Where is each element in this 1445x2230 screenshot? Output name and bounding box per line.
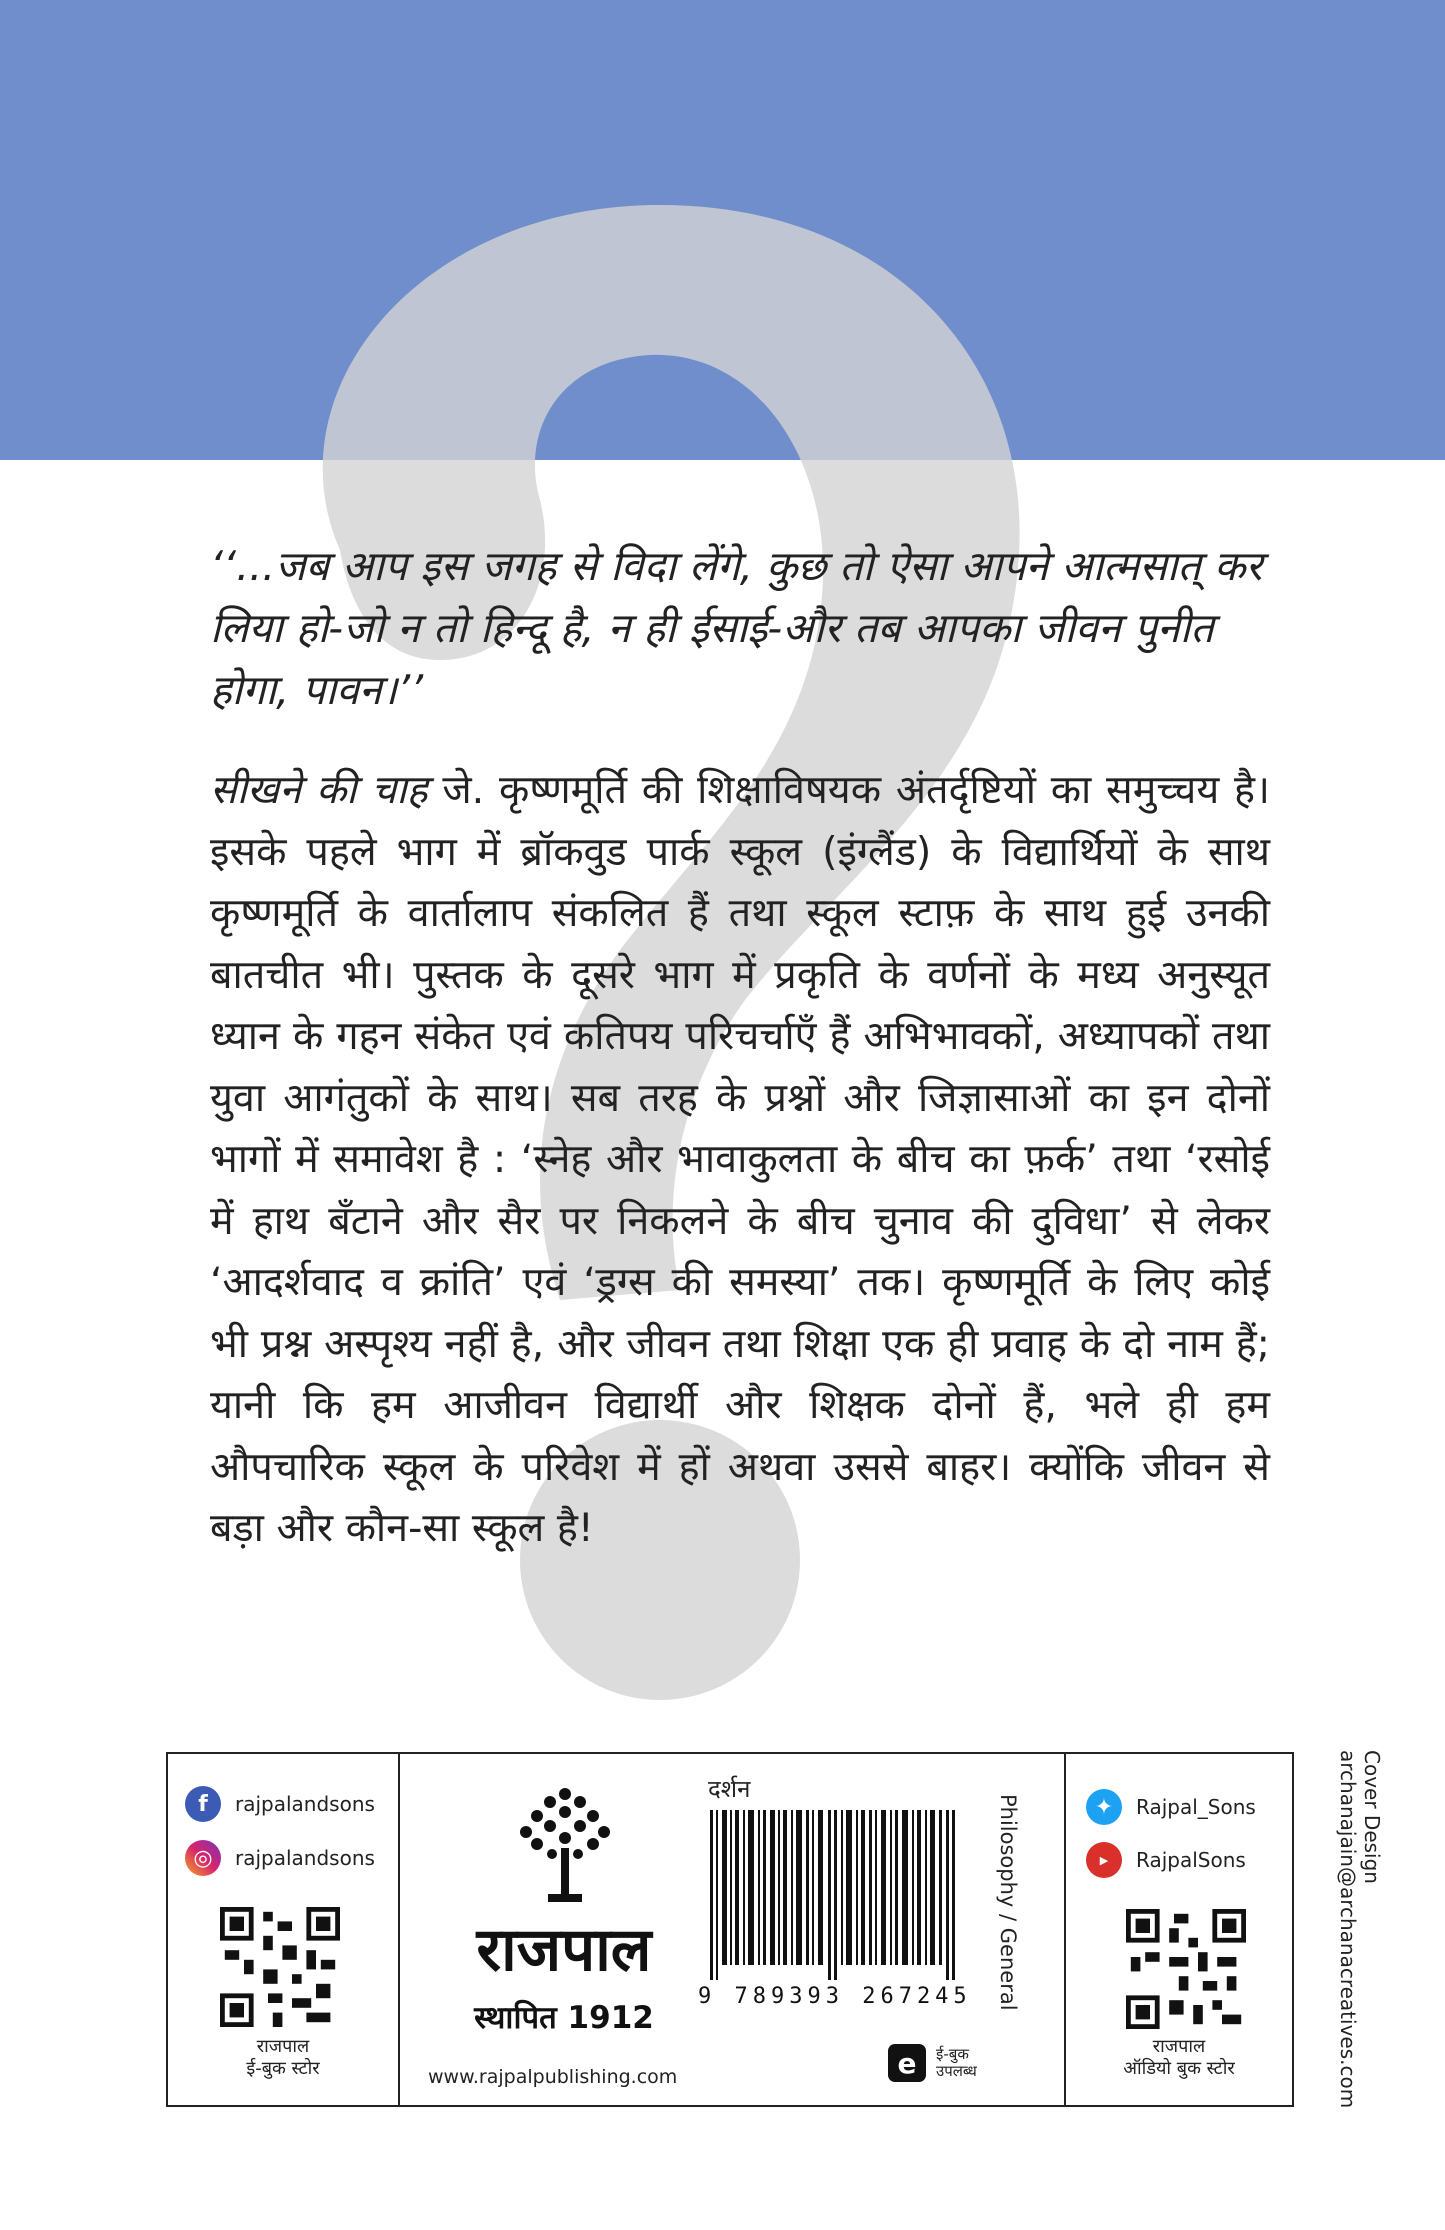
- book-description: [210, 760, 1270, 1560]
- caption-line: राजपाल: [1152, 2036, 1206, 2057]
- isbn-number: 9 789393 267245: [698, 1984, 972, 2009]
- caption-line: ऑडियो बुक स्टोर: [1123, 2058, 1235, 2079]
- instagram-handle: rajpalandsons: [235, 1846, 375, 1870]
- youtube-icon: ▶: [1086, 1842, 1122, 1878]
- twitter-handle: Rajpal_Sons: [1136, 1795, 1256, 1819]
- ebook-line: उपलब्ध: [936, 2062, 977, 2080]
- caption-line: ई-बुक स्टोर: [246, 2058, 320, 2079]
- instagram-icon: ◎: [185, 1840, 221, 1876]
- twitter-link[interactable]: [1086, 1789, 1256, 1825]
- category-hindi: दर्शन: [708, 1775, 751, 1803]
- youtube-link[interactable]: [1086, 1842, 1246, 1878]
- qr-code-ebook-store[interactable]: [220, 1907, 340, 2027]
- description-text: जे. कृष्णमूर्ति की शिक्षाविषयक अंतर्दृष्टियों का समुच्चय है। इसके पहले भाग में ब्रॉकवुड पार्क स्कूल (इंग्लैंड) के विद्यार्थियों के साथ कृष्णमूर्ति के वार्तालाप संकलित हैं तथा स्कूल स्टाफ़ के साथ हुई उनकी बातचीत भी। पुस्तक के दूसरे भाग में प्रकृति के वर्णनों के मध्य अनुस्यूत ध्यान के गहन संकेत एवं कतिपय परिचर्चाएँ हैं अभिभावकों, अध्यापकों तथा युवा आगंतुकों के साथ। सब तरह के प्रश्नों और जिज्ञासाओं का इन दोनों भागों में समावेश है : ‘स्नेह और भावाकुलता के बीच का फ़र्क’ तथा ‘रसोई में हाथ बँटाने और सैर पर निकलने के बीच चुनाव की दुविधा’ से लेकर ‘आदर्शवाद व क्रांति’ एवं ‘ड्रग्स की समस्या’ तक। कृष्णमूर्ति के लिए कोई भी प्रश्न अस्पृश्य नहीं है, और जीवन तथा शिक्षा एक ही प्रवाह के दो नाम हैं; यानी कि हम आजीवन विद्यार्थी और शिक्षक दोनों हैं, भले ही हम औपचारिक स्कूल के परिवेश में हों अथवा उससे बाहर। क्योंकि जीवन से बड़ा और कौन-सा स्कूल है!: [210, 767, 1270, 1551]
- ebook-store-caption: [168, 2036, 398, 2080]
- publisher-logo-text: राजपाल: [476, 1915, 652, 1985]
- footer-panel: [166, 1752, 1294, 2107]
- publisher-website-link[interactable]: www.rajpalpublishing.com: [428, 2066, 678, 2088]
- tree-logo-icon: [510, 1782, 620, 1912]
- book-title-inline: सीखने की चाह: [210, 767, 428, 813]
- youtube-handle: RajpalSons: [1136, 1848, 1246, 1872]
- twitter-icon: ✦: [1086, 1789, 1122, 1825]
- established-text: स्थापित 1912: [474, 2000, 654, 2036]
- facebook-link[interactable]: [185, 1786, 375, 1822]
- facebook-icon: f: [185, 1786, 221, 1822]
- caption-line: राजपाल: [256, 2036, 310, 2057]
- ebook-label: [936, 2046, 977, 2080]
- instagram-link[interactable]: [185, 1840, 375, 1876]
- audiobook-store-caption: [1064, 2036, 1294, 2080]
- ebook-line: ई-बुक: [936, 2045, 969, 2063]
- isbn-barcode: [708, 1810, 962, 1980]
- qr-code-audiobook-store[interactable]: [1126, 1909, 1246, 2029]
- facebook-handle: rajpalandsons: [235, 1792, 375, 1816]
- ebook-available-badge: [888, 2044, 977, 2082]
- cover-designer-email: archanajain@archanacreatives.com: [1336, 1750, 1360, 2109]
- divider: [398, 1754, 400, 2105]
- cover-design-label: Cover Design: [1360, 1750, 1384, 1884]
- ebook-icon: e: [888, 2044, 926, 2082]
- category-english: Philosophy / General: [996, 1794, 1020, 2011]
- book-quote: ‘‘...जब आप इस जगह से विदा लेंगे, कुछ तो ऐसा आपने आत्मसात् कर लिया हो-जो न तो हिन्दू है, न ही ईसाई-और तब आपका जीवन पुनीत होगा, पावन।’’: [210, 542, 1263, 714]
